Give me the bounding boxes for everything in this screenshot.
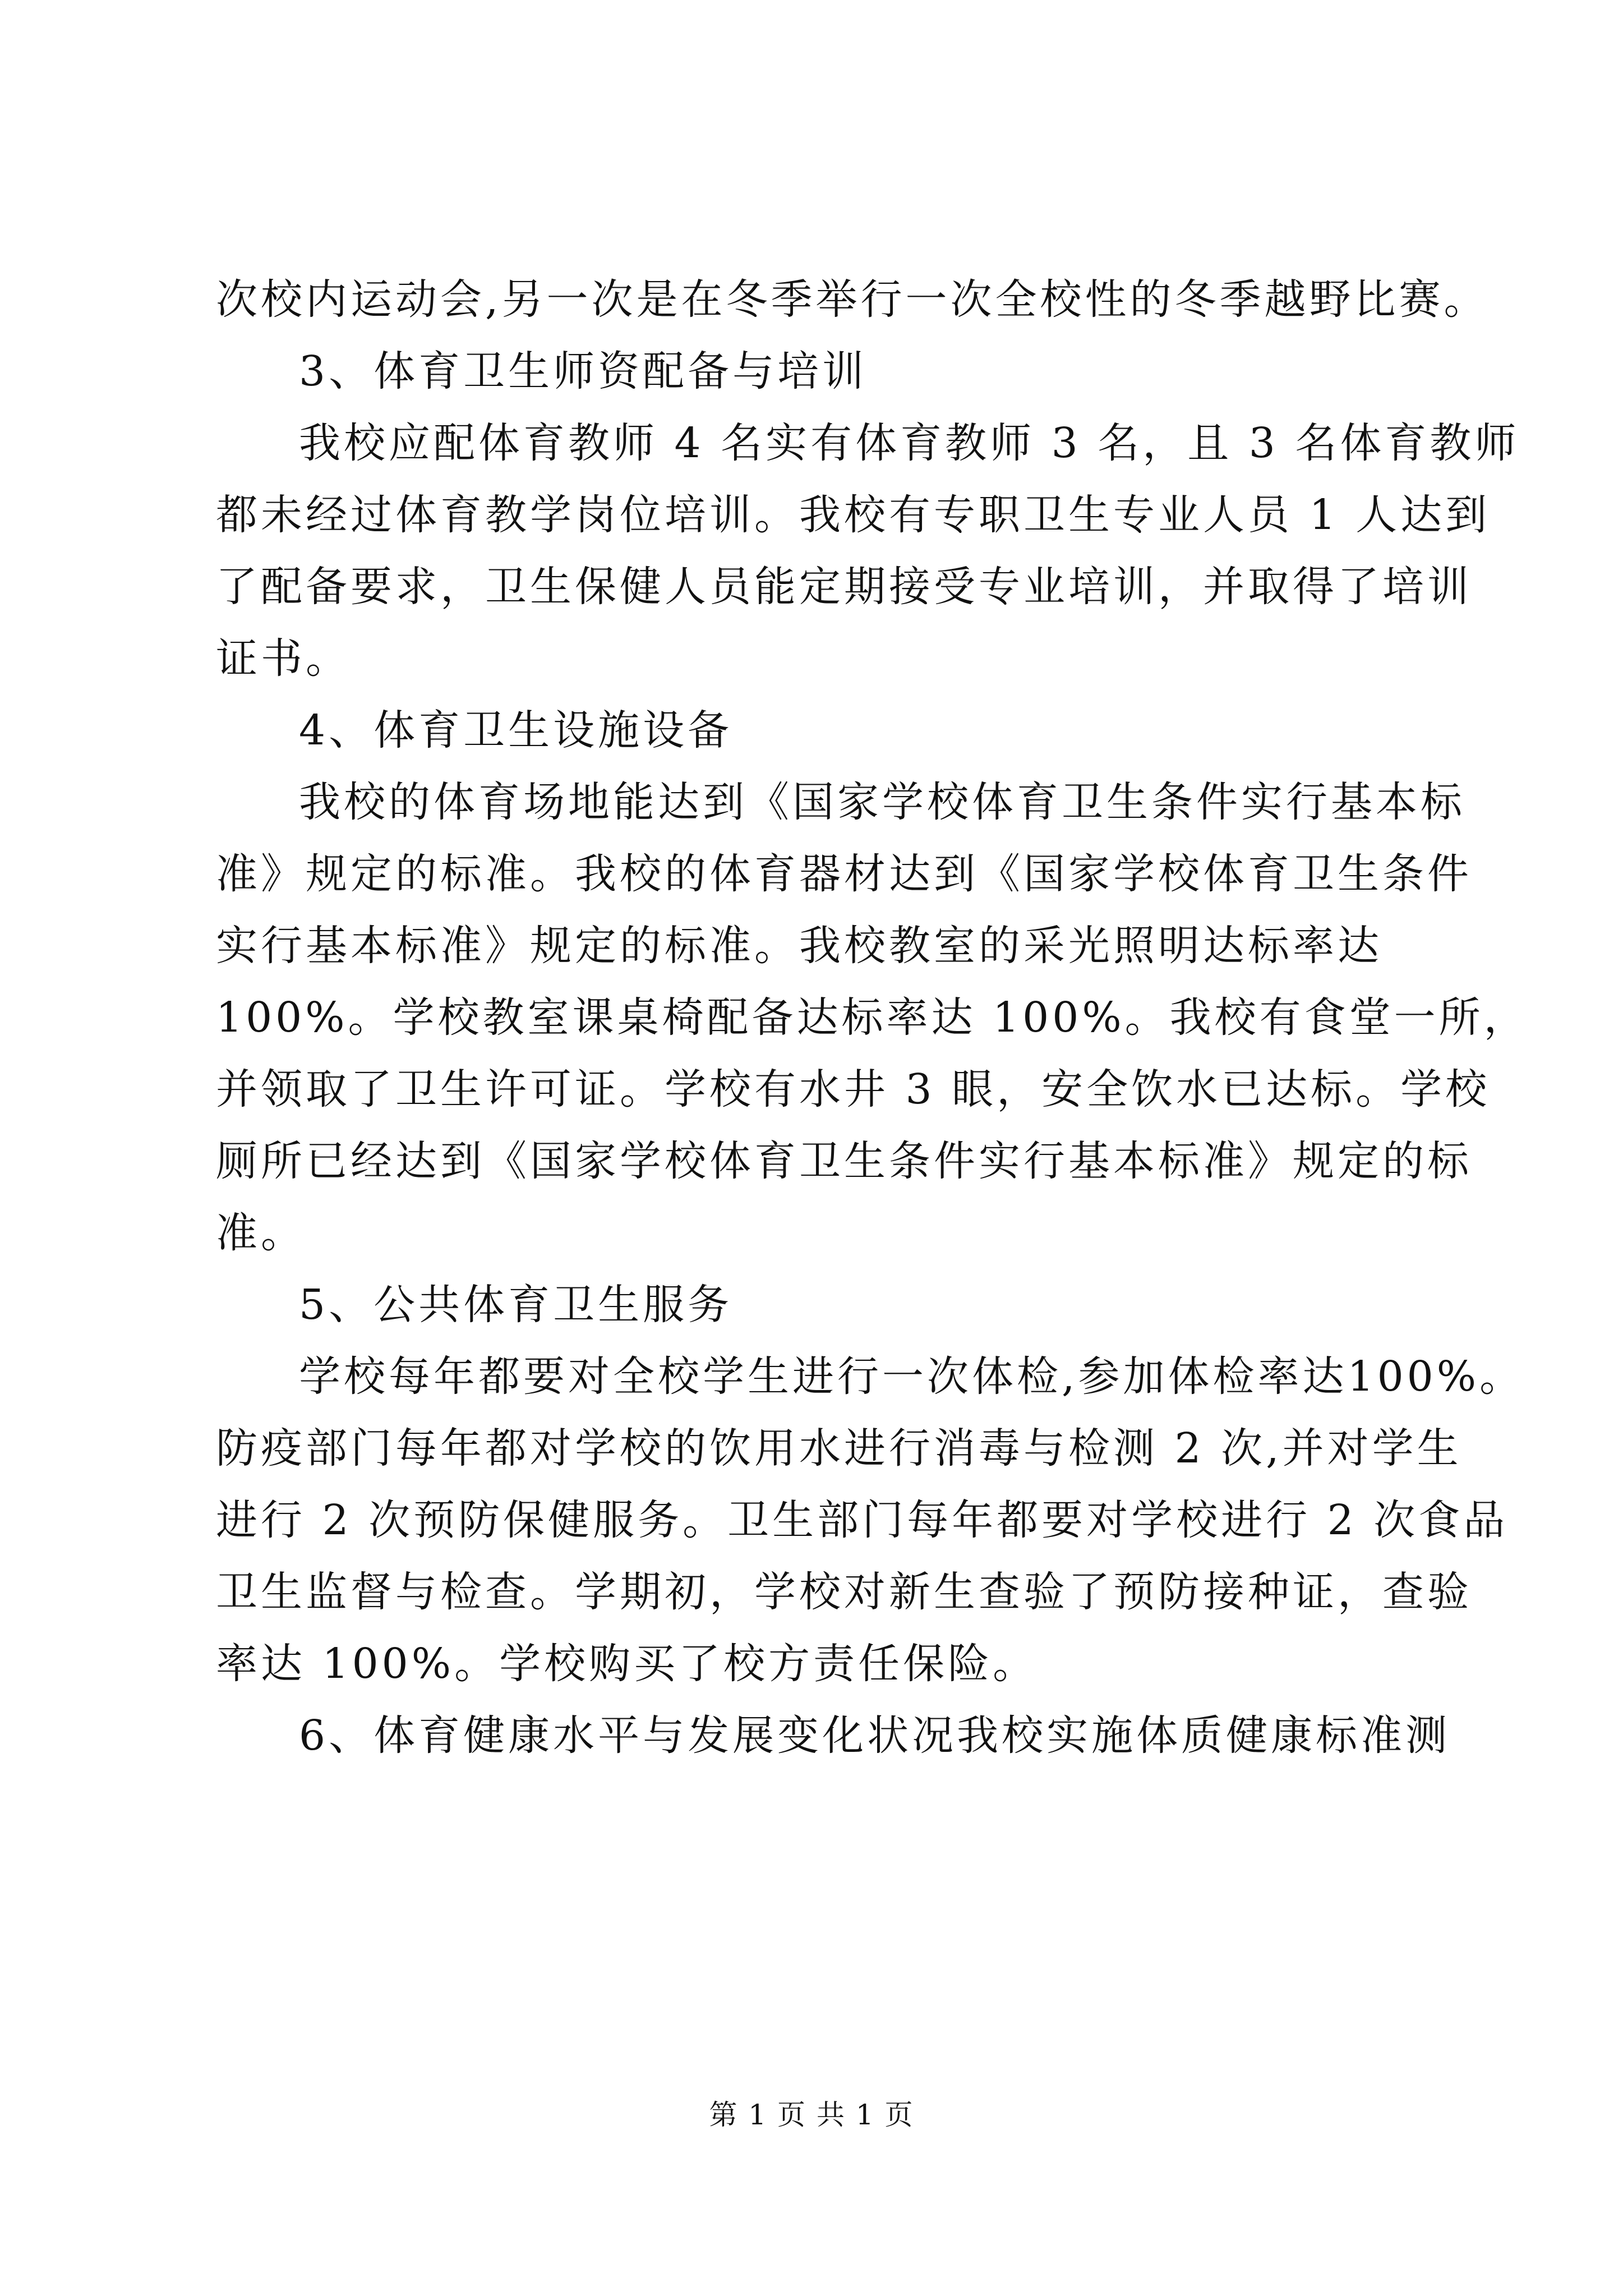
section-heading: 6、体育健康水平与发展变化状况我校实施体质健康标准测 [299, 1711, 1451, 1760]
text-line: 都未经过体育教学岗位培训。我校有专职卫生专业人员 1 人达到 [216, 491, 1491, 539]
text-line: 实行基本标准》规定的标准。我校教室的采光照明达标率达 [216, 922, 1382, 970]
text-line: 我校应配体育教师 4 名实有体育教师 3 名，且 3 名体育教师 [299, 419, 1520, 467]
text-line: 并领取了卫生许可证。学校有水井 3 眼，安全饮水已达标。学校 [216, 1065, 1491, 1114]
text-line: 100%。学校教室课桌椅配备达标率达 100%。我校有食堂一所， [216, 993, 1529, 1042]
section-heading: 4、体育卫生设施设备 [299, 706, 733, 754]
section-heading: 3、体育卫生师资配备与培训 [299, 347, 868, 395]
section-heading: 5、公共体育卫生服务 [299, 1281, 733, 1329]
text-line: 了配备要求，卫生保健人员能定期接受专业培训，并取得了培训 [216, 563, 1472, 611]
text-line: 证书。 [216, 634, 351, 683]
text-line: 防疫部门每年都对学校的饮用水进行消毒与检测 2 次,并对学生 [216, 1424, 1462, 1473]
text-line: 进行 2 次预防保健服务。卫生部门每年都要对学校进行 2 次食品 [216, 1496, 1509, 1544]
page-footer: 第 1 页 共 1 页 [709, 2099, 914, 2131]
text-line: 学校每年都要对全校学生进行一次体检,参加体检率达100%。 [299, 1352, 1525, 1401]
text-line: 率达 100%。学校购买了校方责任保险。 [216, 1640, 1038, 1688]
document-body [216, 264, 1529, 1772]
text-line: 准。 [216, 1209, 306, 1257]
text-line: 我校的体育场地能达到《国家学校体育卫生条件实行基本标 [299, 778, 1465, 826]
text-line: 准》规定的标准。我校的体育器材达到《国家学校体育卫生条件 [216, 850, 1472, 898]
text-line: 厕所已经达到《国家学校体育卫生条件实行基本标准》规定的标 [216, 1137, 1472, 1185]
text-line: 卫生监督与检查。学期初，学校对新生查验了预防接种证，查验 [216, 1568, 1472, 1616]
text-line: 次校内运动会,另一次是在冬季举行一次全校性的冬季越野比赛。 [216, 275, 1489, 324]
